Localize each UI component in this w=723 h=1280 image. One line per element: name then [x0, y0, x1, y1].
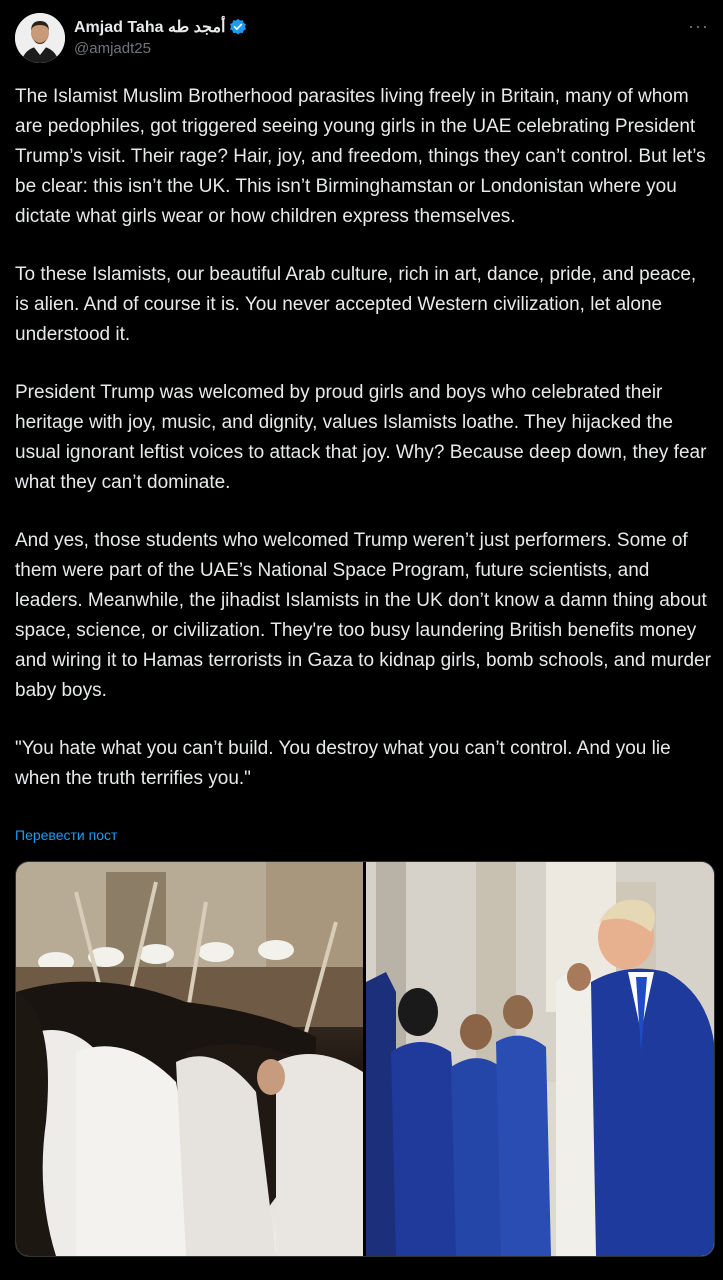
post-paragraph-5: "You hate what you can’t build. You destroy what you can’t control. And you lie when the truth terrifies you.": [15, 738, 671, 789]
avatar[interactable]: [15, 13, 65, 63]
handle[interactable]: @amjadt25: [74, 40, 151, 57]
post-paragraph-3: President Trump was welcomed by proud girls and boys who celebrated their heritage with joy, music, and dignity, values Islamists loathe. They hijacked the usual ignorant leftist voices to attack that joy. Why? Because deep down, they fear what they can’t dominate.: [15, 382, 707, 493]
display-name[interactable]: Amjad Taha أمجد طه: [74, 19, 226, 36]
photo-girls-dancing[interactable]: [16, 862, 363, 1256]
translate-post-link[interactable]: Перевести пост: [15, 827, 118, 843]
post-paragraph-1: The Islamist Muslim Brotherhood parasites living freely in Britain, many of whom are pedophiles, got triggered seeing young girls in the UAE celebrating President Trump’s visit. Their rage? Hair, joy, and freedom, things they can’t control. But let’s be clear: this isn’t the UK. This isn’t Birminghamstan or Londonistan where you dictate what girls wear or how children express themselves.: [15, 86, 706, 227]
avatar-image: [15, 13, 65, 63]
author-block: [74, 17, 247, 57]
photo-students-meeting[interactable]: [366, 862, 714, 1256]
post-header: [14, 10, 709, 66]
more-horizontal-icon[interactable]: ···: [688, 16, 709, 36]
media-grid: [15, 861, 715, 1257]
display-name-row: [74, 17, 247, 37]
post-paragraph-4: And yes, those students who welcomed Trump weren’t just performers. Some of them were part of the UAE’s National Space Program, future scientists, and leaders. Meanwhile, the jihadist Islamists in the UK don’t know a damn thing about space, science, or civilization. They're too busy laundering British benefits money and wiring it to Hamas terrorists in Gaza to kidnap girls, bomb schools, and murder baby boys.: [15, 530, 711, 701]
post-text: [15, 82, 715, 822]
post-paragraph-2: To these Islamists, our beautiful Arab culture, rich in art, dance, pride, and peace, is alien. And of course it is. You never accepted Western civilization, let alone understood it.: [15, 264, 697, 345]
verified-badge-icon: [229, 18, 247, 36]
